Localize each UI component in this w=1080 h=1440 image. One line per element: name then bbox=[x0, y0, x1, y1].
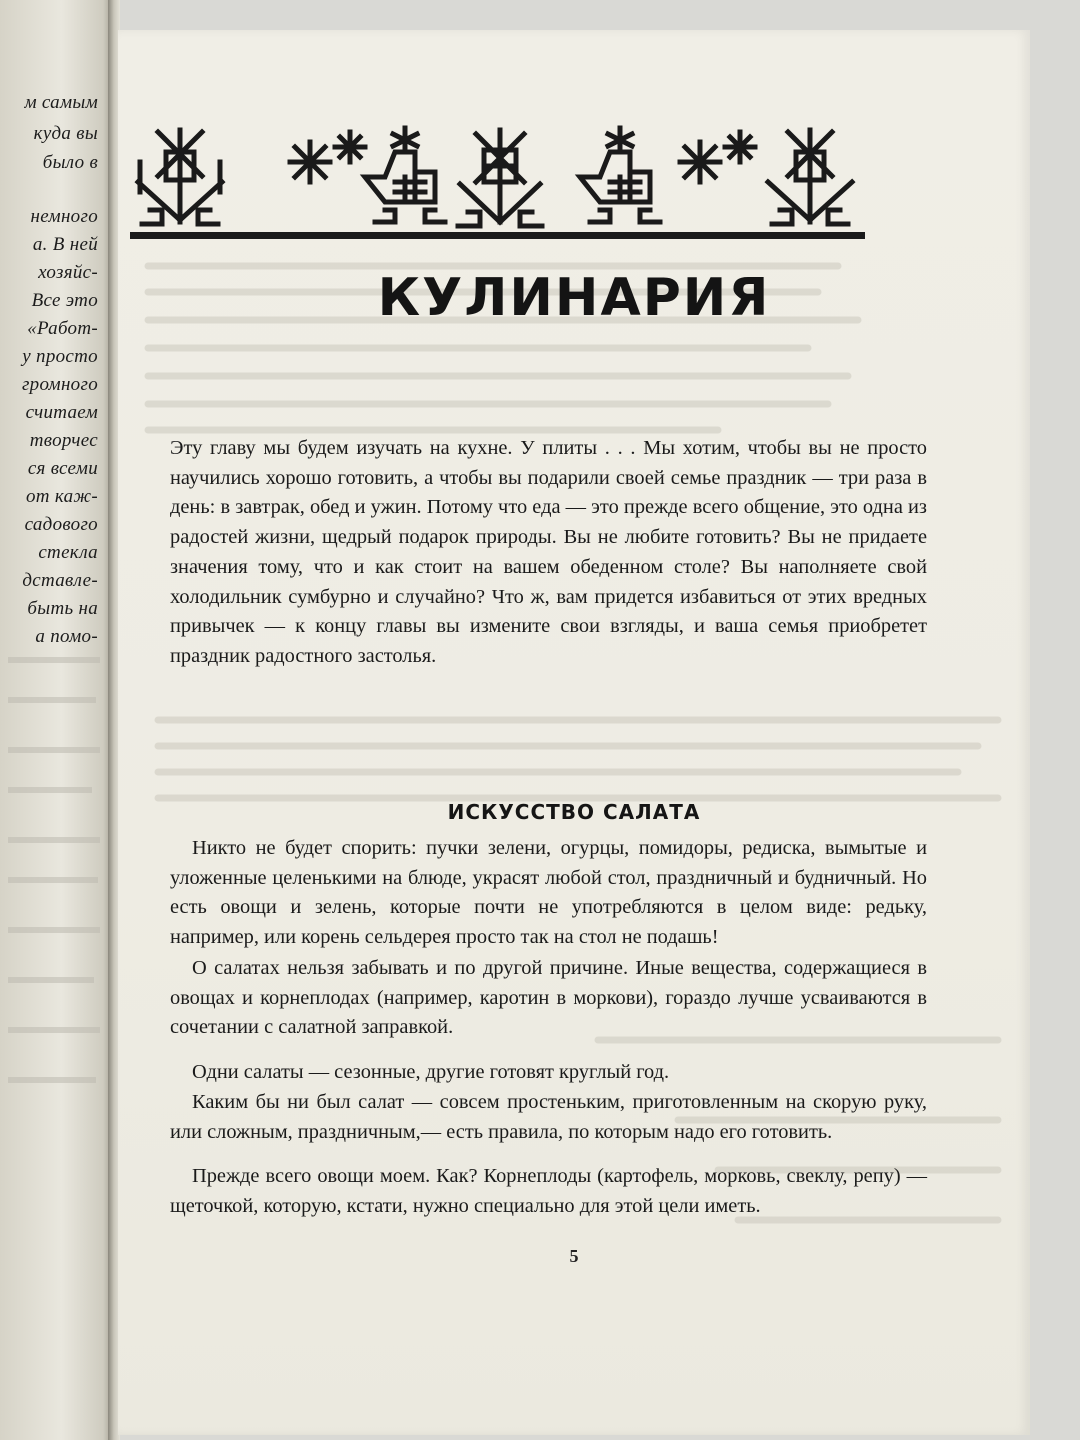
left-page-line: а. В ней bbox=[32, 234, 98, 255]
left-page-line: громного bbox=[21, 374, 98, 395]
chapter-title: КУЛИНАРИЯ bbox=[377, 268, 771, 328]
left-page-line: немного bbox=[30, 206, 98, 227]
page-show-through bbox=[118, 30, 1030, 1435]
left-page-line: творчес bbox=[29, 430, 98, 451]
section-heading: ИСКУССТВО САЛАТА bbox=[447, 800, 701, 824]
body-paragraph: Прежде всего овощи моем. Как? Корнеплоды (картофель, морковь, свеклу, репу) — щеточкой, которую, кстати, нужно специально для этой цели иметь. bbox=[170, 1165, 927, 1217]
left-page-line: а помо- bbox=[35, 626, 98, 647]
left-page-line: «Работ- bbox=[27, 318, 98, 339]
body-paragraph: О салатах нельзя забывать и по другой причине. Иные вещества, содержащиеся в овощах и корнеплодах (например, каротин в моркови), гораздо лучше усваиваются в сочетании с салатной заправкой. bbox=[170, 957, 927, 1039]
left-page-line: м самым bbox=[24, 92, 98, 113]
page-number: 5 bbox=[569, 1246, 579, 1266]
left-page-line: у просто bbox=[22, 346, 98, 367]
left-page-show-through bbox=[0, 640, 112, 1360]
left-page-line: хозяйс- bbox=[38, 262, 98, 283]
body-paragraph: Одни салаты — сезонные, другие готовят круглый год. bbox=[192, 1061, 670, 1083]
left-page-line: быть на bbox=[27, 598, 98, 619]
left-page-line: дставле- bbox=[22, 570, 98, 591]
book-page bbox=[118, 30, 1030, 1435]
left-page bbox=[0, 0, 112, 1440]
folk-embroidery-ornament-icon bbox=[130, 122, 865, 240]
left-page-line: стекла bbox=[38, 542, 98, 563]
left-page-line: куда вы bbox=[33, 123, 98, 144]
left-page-line: садового bbox=[24, 514, 98, 535]
body-paragraph: Каким бы ни был салат — совсем простеньким, приготовленным на скорую руку, или сложным, праздничным,— есть правила, по которым надо его готовить. bbox=[170, 1091, 927, 1143]
left-page-line: считаем bbox=[25, 402, 98, 423]
left-page-line: было в bbox=[42, 152, 98, 173]
left-page-line: от каж- bbox=[26, 486, 98, 507]
left-page-line: Все это bbox=[31, 290, 98, 311]
intro-paragraph: Эту главу мы будем изучать на кухне. У плиты . . . Мы хотим, чтобы вы не просто научились хорошо готовить, а чтобы вы подарили своей семье праздник — три раза в день: в завтрак, обед и ужин. Потому что еда — это прежде всего общение, это одна из радостей жизни, щедрый подарок природы. Вы не любите готовить? Вы не придаете значения тому, что и как стоит на вашем обеденном столе? Вы наполняете свой холодильник сумбурно и случайно? Что ж, вам придется избавиться от этих вредных привычек — к концу главы вы измените свои взгляды, и ваша семья приобретет праздник радостного застолья. bbox=[170, 437, 927, 667]
body-paragraph: Никто не будет спорить: пучки зелени, огурцы, помидоры, редиска, вымытые и уложенные целенькими на блюде, украсят любой стол, праздничный и будничный. Но есть овощи и зелень, которые почти не употребляются в целом виде: редьку, например, или корень сельдерея просто так на стол не подашь! bbox=[170, 837, 927, 949]
left-page-line: ся всеми bbox=[27, 458, 98, 479]
